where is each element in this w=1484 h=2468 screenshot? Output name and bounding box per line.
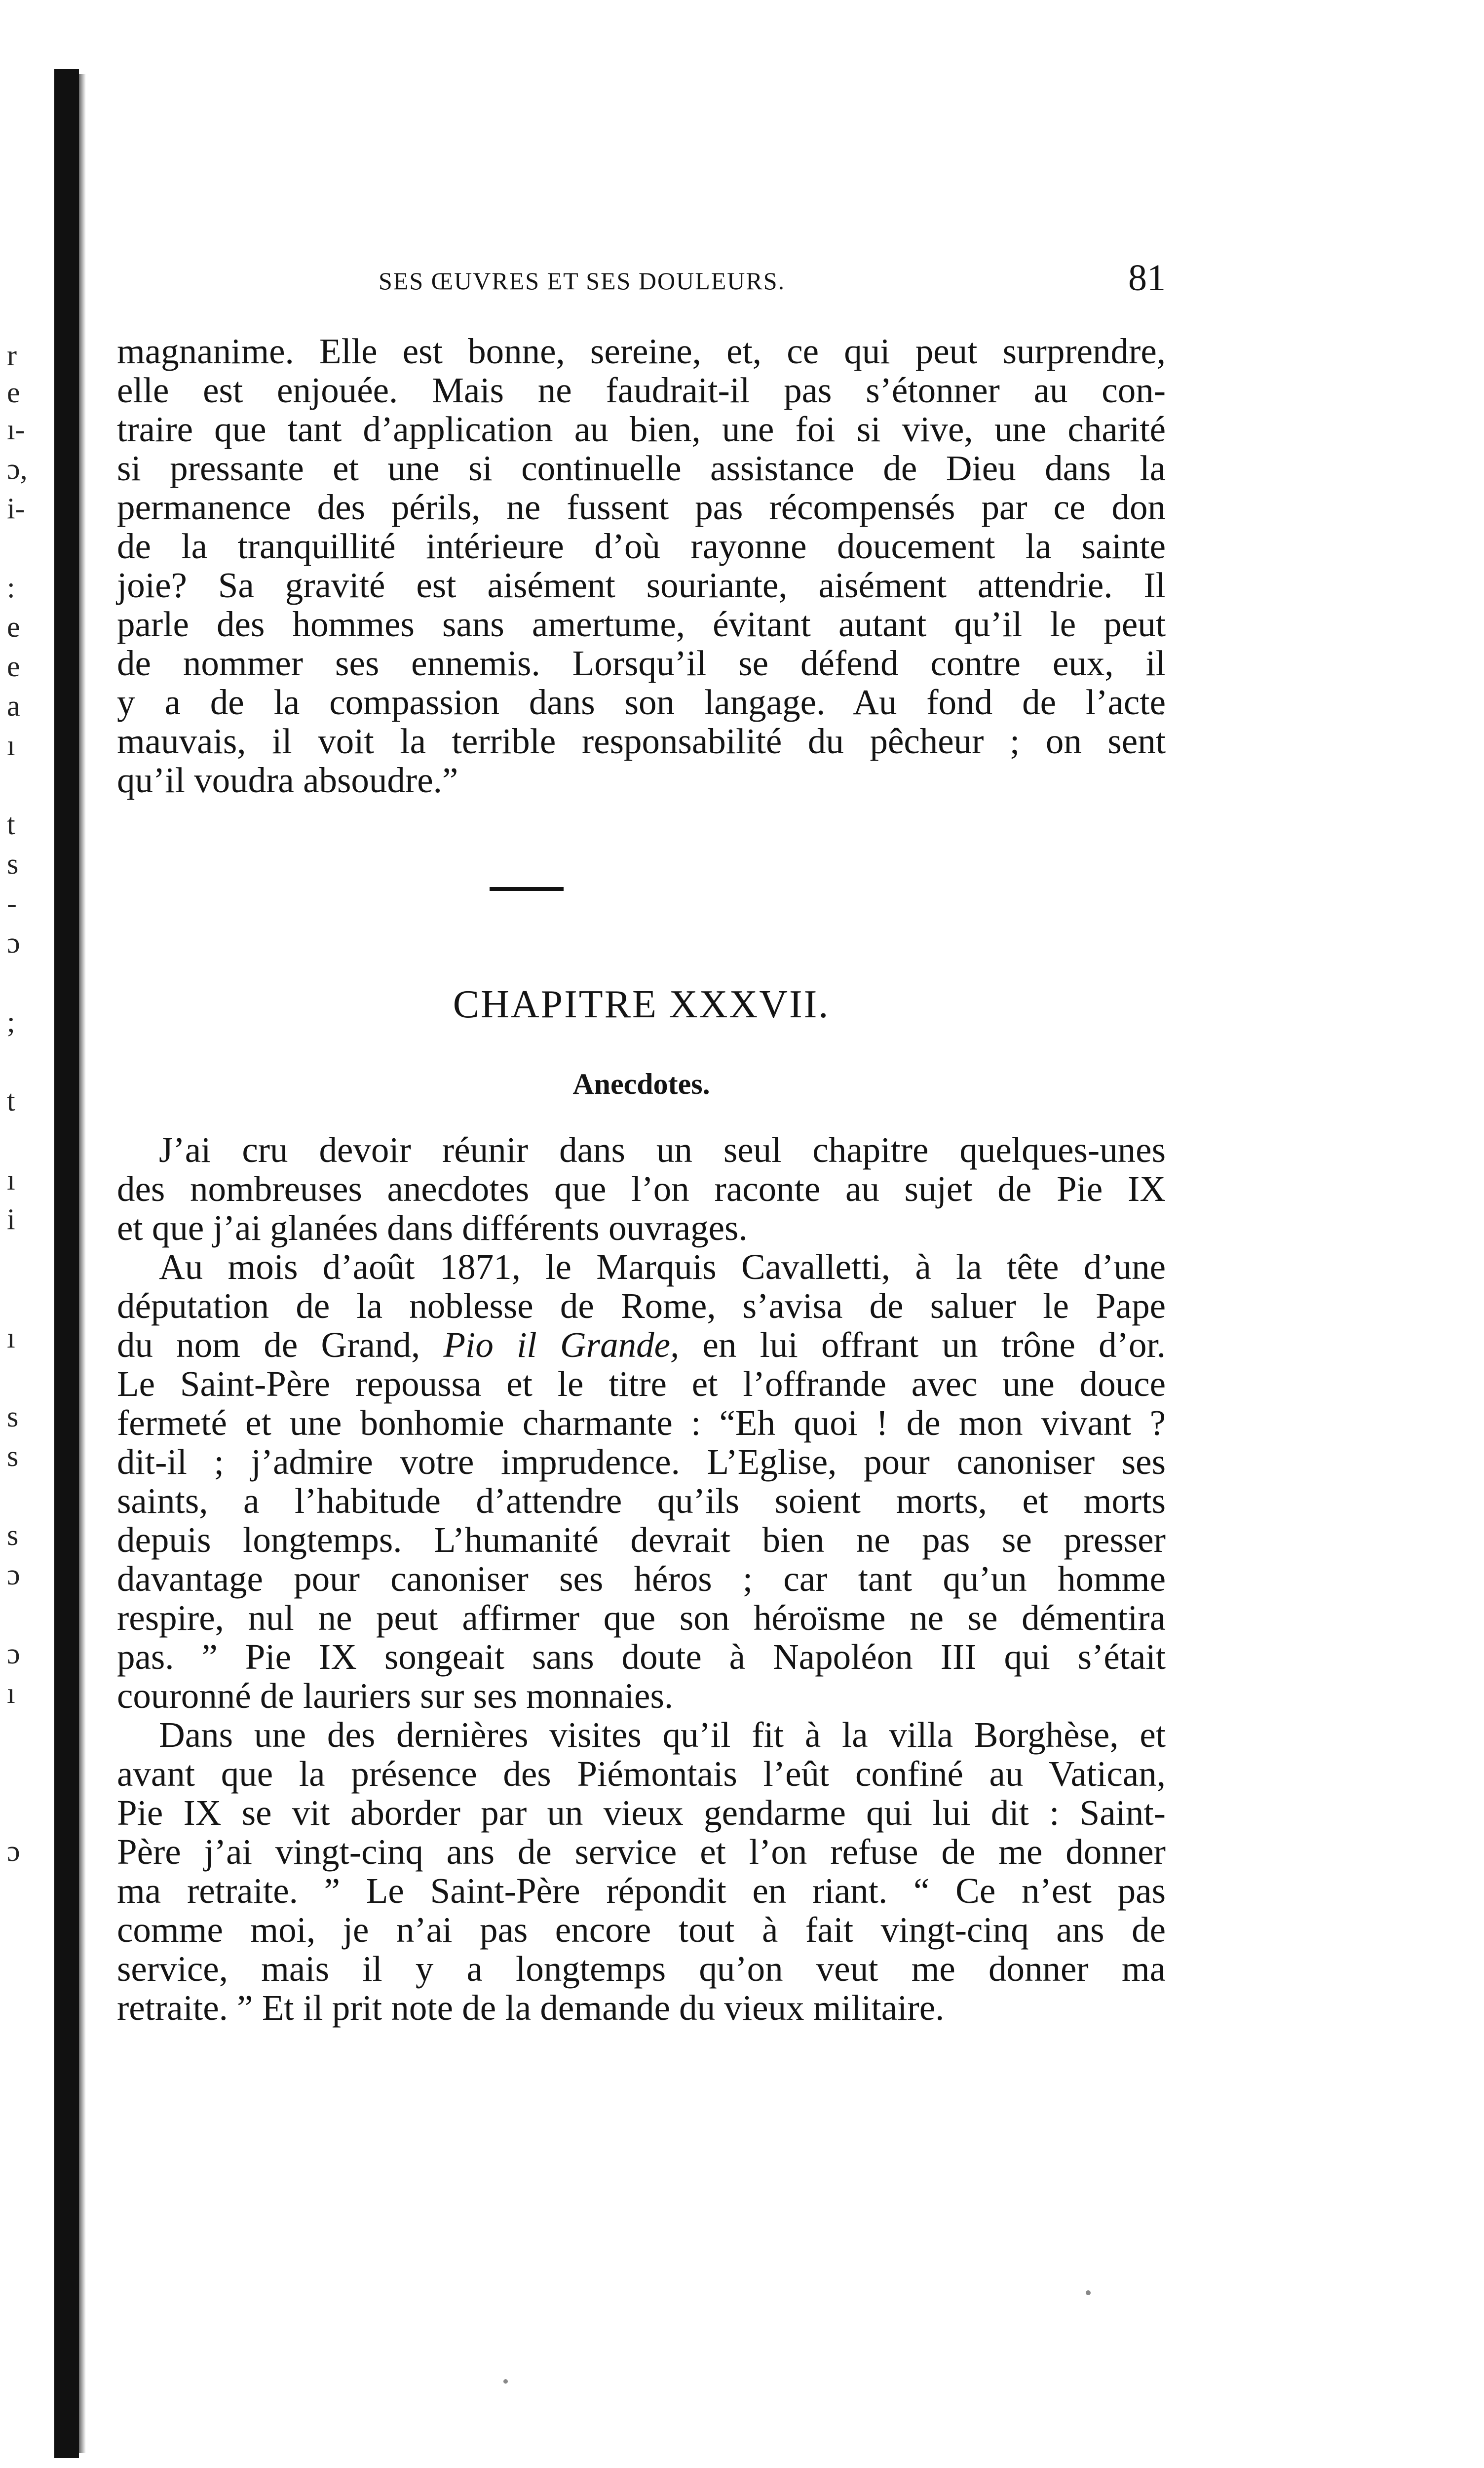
margin-fragment: ɔ	[7, 1637, 20, 1670]
margin-fragment: r	[7, 339, 17, 372]
margin-fragment: :	[7, 571, 15, 604]
text-line: retraite. ” Et il prit note de la demande du vieux militaire.	[117, 1988, 945, 2028]
text-line	[117, 1325, 1166, 1364]
text-line: davantage pour canoniser ses héros ; car tant qu’un homme	[117, 1559, 1166, 1599]
text-line: des nombreuses anecdotes que l’on raconte au sujet de Pie IX	[117, 1169, 1166, 1209]
margin-fragment: s	[7, 1440, 19, 1472]
text-line: Pie IX se vit aborder par un vieux gendarme qui lui dit : Saint-	[117, 1793, 1166, 1833]
text-line: de la tranquillité intérieure d’où rayonne doucement la sainte	[117, 526, 1166, 566]
text-line: respire, nul ne peut affirmer que son héroïsme ne se démentira	[117, 1598, 1166, 1638]
text-run: du nom de Grand,	[117, 1325, 444, 1365]
margin-fragment: e	[7, 376, 20, 409]
gutter-shadow	[79, 74, 86, 2453]
text-line: elle est enjouée. Mais ne faudrait-il pas s’étonner au con-	[117, 370, 1166, 410]
text-line: couronné de lauriers sur ses monnaies.	[117, 1676, 674, 1716]
text-line: saints, a l’habitude d’attendre qu’ils soient morts, et morts	[117, 1481, 1166, 1521]
book-gutter	[54, 69, 79, 2458]
margin-fragment: ı	[7, 1321, 15, 1354]
scan-speck	[1086, 2290, 1091, 2295]
text-line: y a de la compassion dans son langage. Au fond de l’acte	[117, 682, 1166, 722]
text-line: et que j’ai glanées dans différents ouvrages.	[117, 1208, 748, 1248]
margin-fragment: s	[7, 1519, 19, 1551]
margin-fragment: t	[7, 808, 15, 841]
margin-fragment: ı-	[7, 413, 25, 446]
margin-fragment: ɔ,	[7, 453, 28, 485]
margin-fragment: -	[7, 887, 17, 920]
text-line: Au mois d’août 1871, le Marquis Cavalletti, à la tête d’une	[159, 1247, 1166, 1287]
chapter-title: CHAPITRE XXXVII.	[453, 983, 830, 1026]
text-line: joie? Sa gravité est aisément souriante, aisément attendrie. Il	[117, 565, 1166, 605]
margin-fragment: a	[7, 690, 20, 722]
text-line: Dans une des dernières visites qu’il fit à la villa Borghèse, et	[159, 1715, 1166, 1755]
text-line: J’ai cru devoir réunir dans un seul chapitre quelques-unes	[159, 1130, 1166, 1170]
text-line: députation de la noblesse de Rome, s’avisa de saluer le Pape	[117, 1286, 1166, 1326]
margin-fragment: e	[7, 611, 20, 643]
margin-fragment: ;	[7, 1005, 15, 1038]
text-line: qu’il voudra absoudre.”	[117, 760, 458, 800]
text-line: comme moi, je n’ai pas encore tout à fait vingt-cinq ans de	[117, 1910, 1166, 1950]
margin-fragment: ı	[7, 729, 15, 762]
paragraph-continuation	[117, 332, 1166, 800]
margin-fragment: s	[7, 1400, 19, 1433]
margin-fragment: ı	[7, 1677, 15, 1709]
margin-fragment: e	[7, 650, 20, 683]
text-line: avant que la présence des Piémontais l’eût confiné au Vatican,	[117, 1754, 1166, 1794]
text-line: ma retraite. ” Le Saint-Père répondit en riant. “ Ce n’est pas	[117, 1871, 1166, 1911]
text-line: dit-il ; j’admire votre imprudence. L’Eglise, pour canoniser ses	[117, 1442, 1166, 1482]
italic-phrase: Pio il Grande,	[443, 1325, 680, 1365]
page-number: 81	[1128, 257, 1166, 299]
margin-fragment: ɔ	[7, 1835, 20, 1867]
margin-fragment: ɔ	[7, 1558, 20, 1591]
running-title: SES ŒUVRES ET SES DOULEURS.	[379, 267, 786, 295]
text-line: si pressante et une si continuelle assistance de Dieu dans la	[117, 448, 1166, 488]
chapter-subtitle: Anecdotes.	[572, 1068, 710, 1100]
paragraph-cavalletti	[117, 1247, 1166, 1715]
text-line: mauvais, il voit la terrible responsabilité du pêcheur ; on sent	[117, 721, 1166, 761]
paragraph-gendarme	[117, 1715, 1166, 2027]
text-line: pas. ” Pie IX songeait sans doute à Napoléon III qui s’était	[117, 1637, 1166, 1677]
previous-page-margin	[0, 0, 49, 2468]
text-line: parle des hommes sans amertume, évitant autant qu’il le peut	[117, 604, 1166, 644]
margin-fragment: s	[7, 848, 19, 880]
margin-fragment: i-	[7, 492, 25, 525]
scan-speck	[503, 2379, 508, 2384]
text-run: en lui offrant un trône d’or.	[679, 1325, 1166, 1365]
margin-fragment: t	[7, 1084, 15, 1117]
running-head	[117, 257, 1166, 301]
text-line: traire que tant d’application au bien, une foi si vive, une charité	[117, 409, 1166, 449]
text-line: magnanime. Elle est bonne, sereine, et, ce qui peut surprendre,	[117, 331, 1166, 371]
text-line: fermeté et une bonhomie charmante : “Eh quoi ! de mon vivant ?	[117, 1403, 1166, 1443]
text-line: depuis longtemps. L’humanité devrait bien ne pas se presser	[117, 1520, 1166, 1560]
margin-fragment: ɔ	[7, 926, 20, 959]
text-line: Le Saint-Père repoussa et le titre et l’offrande avec une douce	[117, 1364, 1166, 1404]
margin-fragment: ı	[7, 1163, 15, 1196]
text-line: permanence des périls, ne fussent pas récompensés par ce don	[117, 487, 1166, 527]
margin-fragment: i	[7, 1203, 15, 1235]
text-line: Père j’ai vingt-cinq ans de service et l’on refuse de me donner	[117, 1832, 1166, 1872]
text-line: service, mais il y a longtemps qu’on veut me donner ma	[117, 1949, 1166, 1989]
paragraph-intro	[117, 1130, 1166, 1247]
text-line: de nommer ses ennemis. Lorsqu’il se défend contre eux, il	[117, 643, 1166, 683]
section-divider	[490, 887, 564, 891]
